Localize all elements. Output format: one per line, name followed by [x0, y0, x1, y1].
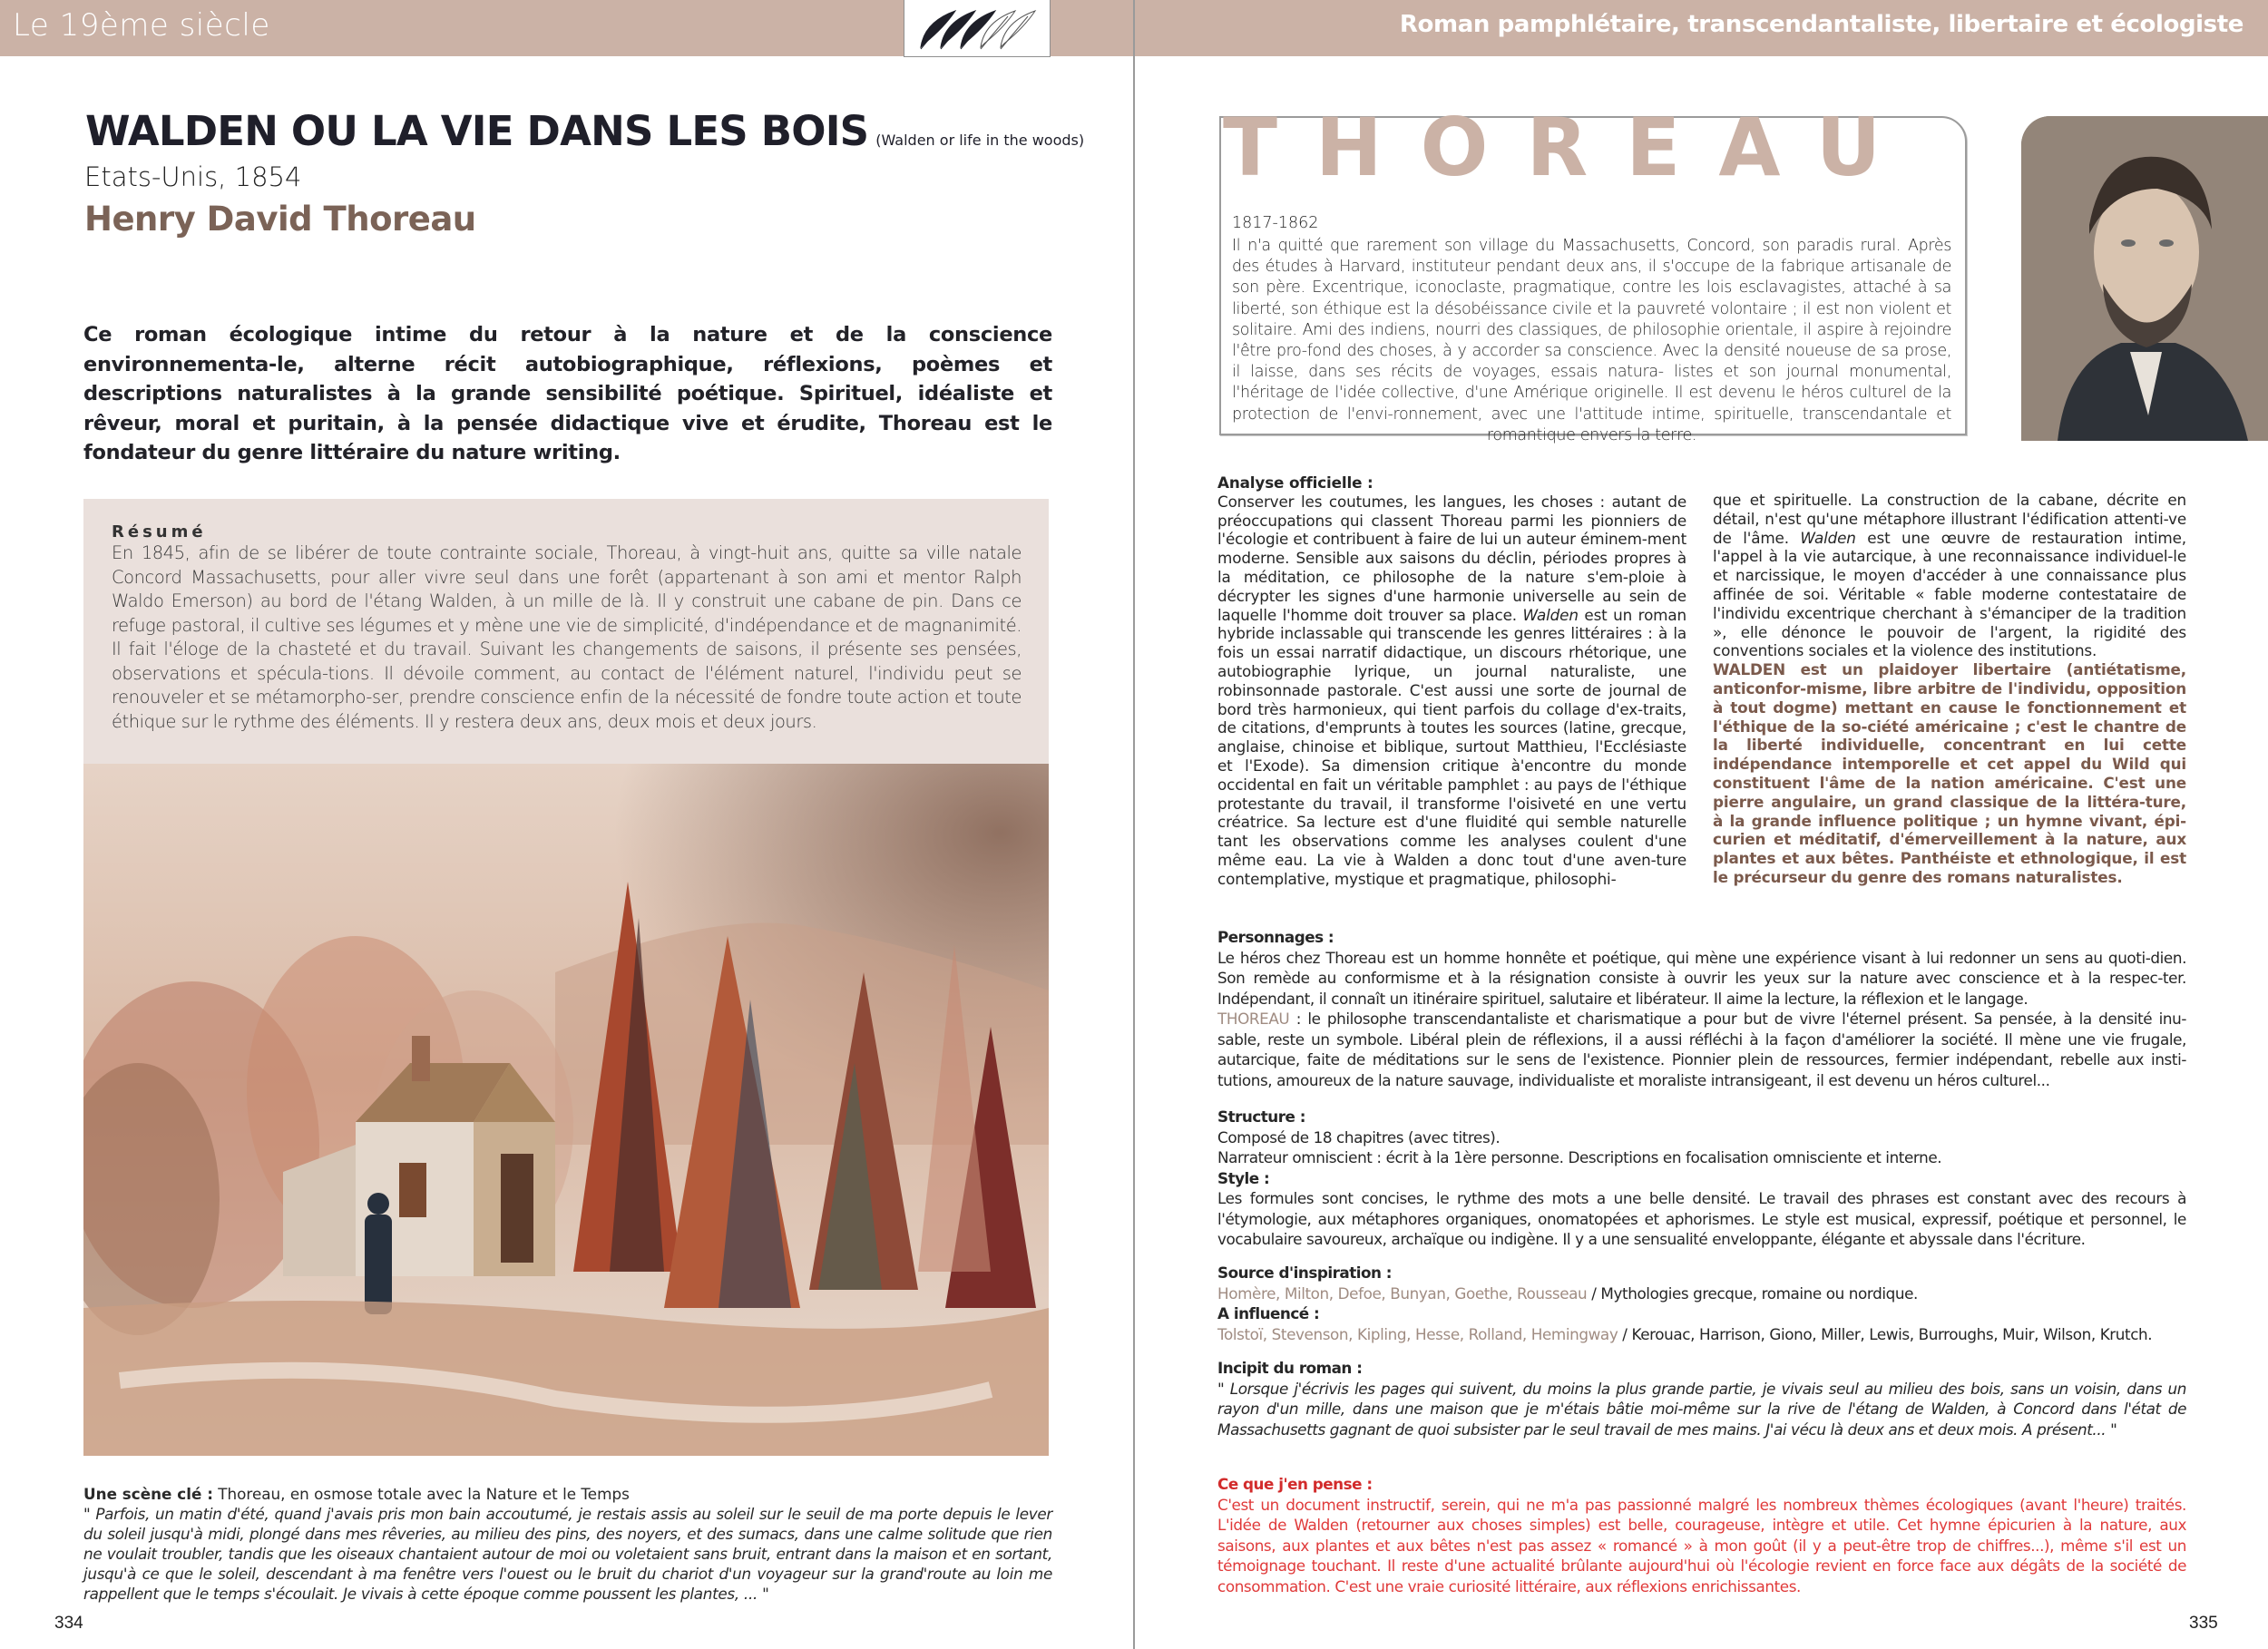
- book-origin: Etats-Unis, 1854: [84, 161, 302, 192]
- influenced-line: [1217, 1324, 2186, 1345]
- characters-text-part: Le héros chez Thoreau est un homme honnête et poétique, qui mène une expérience visant à lui redonner un sens au quoti-dien. Son remède au conformisme et à la résignation consiste à ouvrir les yeux sur la nature avec conscience et à la respec-ter. Indépendant, il connaît un itinéraire spirituel, salutaire et libérateur. Il aime la lecture, la réflexion et le langage.: [1217, 948, 2186, 1008]
- structure-section: [1217, 1107, 2186, 1250]
- book-title-fr: WALDEN OU LA VIE DANS LES BOIS: [85, 107, 869, 155]
- book-title-en: (Walden or life in the woods): [875, 132, 1085, 149]
- incipit-section: [1217, 1358, 2186, 1439]
- author-portrait: [2021, 116, 2268, 441]
- analysis-text-part: est une œuvre de restauration intime, l'appel à la vie autarcique, à une reconnaissance individuel-le et narcissique, le moyen d'accéder à une connaissance plus affinée de soi. Véritable « fable moderne contestataire de l'individu excentrique cherchant à s'émanciper de la tradition », elle dénonce le pouvoir de l'argent, la rigidité des conventions sociales et la violence des institutions.: [1713, 528, 2186, 660]
- section-title: Le 19ème siècle: [13, 7, 270, 44]
- key-scene: [83, 1484, 1052, 1604]
- watercolor-painting: [83, 764, 1049, 1456]
- analysis-text-left: [1217, 493, 1686, 889]
- painting-image: [83, 764, 1049, 1456]
- influenced-rest: / Kerouac, Harrison, Giono, Miller, Lewis, Burroughs, Muir, Wilson, Krutch.: [1618, 1324, 2153, 1343]
- resume-text: En 1845, afin de se libérer de toute contrainte sociale, Thoreau, à vingt-huit ans, quitte sa ville natale Concord Massachusetts, pour aller vivre seul dans une forêt (appartenant à son ami et mentor Ralph Waldo Emerson) au bord de l'étang Walden, à un mille de là. Il y construit une cabane de pin. Dans ce refuge pastoral, il cultive ses légumes et y mène une vie de simplicité, d'indépendance et de magnanimité. Il fait l'éloge de la chasteté et du travail. Suivant les changements de saisons, il présente ses pensées, observations et spécula-tions. Il dévoile comment, au contact de l'élément naturel, l'individu peut se renouveler et se métamorpho-ser, prendre conscience enfin de la nécessité de fondre toute action et toute éthique sur le rythme des éléments. Il y restera deux ans, deux mois et deux jours.: [112, 542, 1022, 732]
- feather-rating-icons: [914, 5, 1041, 51]
- influenced-title: A influencé :: [1217, 1304, 1320, 1322]
- sources-title: Source d'inspiration :: [1217, 1264, 1393, 1282]
- bio-text: Il n'a quitté que rarement son village du Massachusetts, Concord, son paradis rural. Après des études à Harvard, instituteur pendant deux ans, il s'occupe de la fabrique artisanale de son père. Excentrique, iconoclaste, pragmatique, contre les lois esclavagistes, attaché à sa liberté, son éthique est la désobéissance civile et la pauvreté volontaire ; il est non violent et solitaire. Ami des indiens, nourri des classiques, de philosophie orientale, il aspire à rejoindre l'être pro-fond des choses, à y accorder sa conscience. Avec la densité noueuse de sa prose, il laisse, dans ses récits de voyages, essais natura- listes et son journal monumental, l'héritage de l'idée collective, d'une Amérique originelle. Il est devenu le héros culturel de la protection de l'envi-ronnement, avec une l'attitude intime, spirituelle, transcendantale et romantique envers la terre.: [1232, 237, 1951, 444]
- book-title: [85, 107, 1084, 155]
- analysis-column-left: [1217, 473, 1686, 889]
- sources-line: [1217, 1283, 2186, 1304]
- incipit-title: Incipit du roman :: [1217, 1359, 1363, 1377]
- structure-line-1: Composé de 18 chapitres (avec titres).: [1217, 1127, 1501, 1146]
- portrait-image: [2021, 116, 2268, 441]
- opinion-section: [1217, 1474, 2186, 1596]
- character-name: THOREAU: [1217, 1010, 1290, 1028]
- sources-authors: Homère, Milton, Defoe, Bunyan, Goethe, Rousseau: [1217, 1283, 1588, 1303]
- page-number-left: 334: [54, 1614, 83, 1633]
- page-number-right: 335: [2189, 1614, 2218, 1633]
- style-title: Style :: [1217, 1168, 1270, 1187]
- analysis-column-right: [1713, 491, 2186, 887]
- characters-text: [1217, 948, 2186, 1091]
- analysis-italic-walden: Walden: [1522, 605, 1579, 624]
- analysis-italic-walden: Walden: [1800, 528, 1856, 547]
- analysis-text-part: est un roman hybride inclassable qui transcende les genres littéraires : à la fois un essai narratif didactique, un discours rhétorique, une autobiographie lyrique, un journal naturaliste, une robinsonnade pastorale. C'est aussi une sorte de journal de bord très harmonieux, qui tient parfois du collage d'ex-traits, de citations, d'emprunts à toutes les sources (latine, grecque, anglaise, chinoise et biblique, surtout Matthieu, l'Ecclésiaste et l'Exode). Sa dimension critique à'encontre du monde occidental en fait un véritable pamphlet : au pays de l'éthique protestante du travail, il transforme l'oisiveté en une vertu créatrice. Sa lecture est d'une fluidité qui semble naturelle tant les observations comme les analyses coulent d'une même eau. La vie à Walden a donc tout d'une aven-ture contemplative, mystique et pragmatique, philosophi-: [1217, 605, 1686, 888]
- analysis-highlight: WALDEN est un plaidoyer libertaire (antiétatisme, anticonfor-misme, libre arbitre de l'individu, opposition à tout dogme) mettant en cause le fonctionnement et l'éthique de la so-ciété américaine ; c'est le chantre de la liberté individuelle, concentrant en lui cette indépendance intemporelle et cet appel du Wild qui constituent l'âme de la nation américaine. C'est une pierre angulaire, un grand classique de la littéra-ture, à la grande influence politique ; un hymne vivant, épi-curien et méditatif, d'émerveillement à la nature, aux plantes et aux bêtes. Panthéiste et ethnologique, il est le précurseur du genre des romans naturalistes.: [1713, 660, 2186, 886]
- sources-section: [1217, 1263, 2186, 1344]
- key-scene-heading: [83, 1484, 1052, 1504]
- key-scene-quote: " Parfois, un matin d'été, quand j'avais pris mon bain accoutumé, je restais assis au soleil sur le seuil de ma porte depuis le lever du soleil jusqu'à midi, plongé dans mes rêveries, au milieu des pins, des noyers, et des sumacs, dans une calme solitude que rien ne voulait troubler, tandis que les oiseaux chantaient autour de moi ou voletaient sans bruit, entrant dans la maison et en sortant, jusqu'à ce que le soleil, descendant à ma fenêtre vers l'ouest ou le bruit du chariot d'un voyageur sur la grand'route au loin me rappellent que le temps s'écoulait. Je vivais à cette époque comme poussent les plantes, ... ": [83, 1505, 1052, 1603]
- key-scene-label: Une scène clé :: [83, 1485, 213, 1503]
- bio-dates: 1817-1862: [1232, 214, 1319, 232]
- feather-rating: [904, 0, 1051, 57]
- sources-rest: / Mythologies grecque, romaine ou nordique.: [1587, 1283, 1918, 1303]
- book-author: Henry David Thoreau: [84, 200, 476, 239]
- key-scene-caption: Thoreau, en osmose totale avec la Nature et le Temps: [212, 1485, 630, 1503]
- page-divider: [1133, 0, 1135, 1649]
- analysis-text-right: [1713, 491, 2186, 660]
- characters-title: Personnages :: [1217, 928, 1334, 946]
- resume-title: Résumé: [112, 522, 207, 542]
- structure-line-2: Narrateur omniscient : écrit à la 1ère personne. Descriptions en focalisation omnisciente et interne.: [1217, 1148, 1942, 1166]
- style-text: Les formules sont concises, le rythme des mots a une belle densité. Le travail des phrases est constant avec des recours à l'étymologie, aux métaphores organiques, onomatopées et aphorismes. Le style est musical, expressif, poétique et personnel, le vocabulaire savoureux, archaïque ou indigène. Il y a une sensualité enveloppante, élégante et abyssale dans l'écriture.: [1217, 1189, 2186, 1248]
- characters-text-part: : le philosophe transcendantaliste et charismatique a pour but de vivre l'éternel présent. Sa pensée, à la densité inu-sable, reste un symbole. Libéral plein de réflexions, il a aussi réfléchi à la façon d'améliorer la société. Il mène une vie frugale, autarcique, faite de méditations sur le sens de l'existence. Pionnier plein de ressources, fermier indépendant, rebelle aux insti-tutions, amoureux de la nature sauvage, individualiste et moraliste intransigeant, il est devenu un héros culturel...: [1217, 1010, 2186, 1089]
- bio-name: THOREAU: [1223, 101, 1920, 194]
- analysis-title: Analyse officielle :: [1217, 473, 1374, 492]
- characters-section: [1217, 927, 2186, 1090]
- structure-title: Structure :: [1217, 1107, 1305, 1126]
- intro-paragraph: Ce roman écologique intime du retour à la nature et de la conscience environnementa-le, alterne récit autobiographique, réflexions, poèmes et descriptions naturalistes à la grande sensibilité poétique. Spirituel, idéaliste et rêveur, moral et puritain, à la pensée didactique vive et érudite, Thoreau est le fondateur du genre littéraire du nature writing.: [83, 323, 1052, 464]
- analysis-text-part: Conserver les coutumes, les langues, les choses : autant de préoccupations qui classent Thoreau parmi les pionniers de l'écologie et contribuent à faire de lui un auteur éminem-ment moderne. Sensible aux saisons du déclin, périodes propres à la méditation, ce philosophe de la nature s'em-ploie à décrypter les signes d'une harmonie universelle au sein de laquelle l'homme doit trouver sa place.: [1217, 492, 1686, 624]
- incipit-text: " Lorsque j'écrivis les pages qui suivent, du moins la plus grande partie, je vivais seul au milieu des bois, sans un voisin, dans un rayon d'un mille, dans une maison que je m'étais bâtie moi-même sur la rive de l'étang de Walden, à Concord dans l'état de Massachusetts gagnant de quoi subsister par le seul travail de mes mains. J'ai vécu là deux ans et deux mois. A présent... ": [1217, 1379, 2186, 1439]
- genre-title: Roman pamphlétaire, transcendantaliste, libertaire et écologiste: [1399, 11, 2244, 38]
- resume-box: [83, 499, 1049, 764]
- opinion-text: C'est un document instructif, serein, qui ne m'a pas passionné malgré les nombreux thèmes écologiques (avant l'heure) traités. L'idée de Walden (retourner aux choses simples) est belle, courageuse, intègre et utile. Cet hymne épicurien à la nature, aux saisons, aux plantes et aux bêtes n'est pas assez « romancé » à mon goût (il y a peut-être trop de chiffres...), même s'il est un témoignage touchant. Il reste d'une actualité brûlante aujourd'hui où l'écologie revient en force face aux dégâts de la société de consommation. C'est une vraie curiosité littéraire, aux réflexions enrichissantes.: [1217, 1495, 2186, 1595]
- opinion-title: Ce que j'en pense :: [1217, 1475, 1373, 1493]
- feather-icon-empty: [1001, 11, 1035, 49]
- analysis-text-part: que et spirituelle. La construction de la cabane, décrite en détail, n'est qu'une métaphore illustrant l'édification attenti-ve de l'âme.: [1713, 491, 2186, 547]
- influenced-authors: Tolstoï, Stevenson, Kipling, Hesse, Rolland, Hemingway: [1217, 1324, 1618, 1343]
